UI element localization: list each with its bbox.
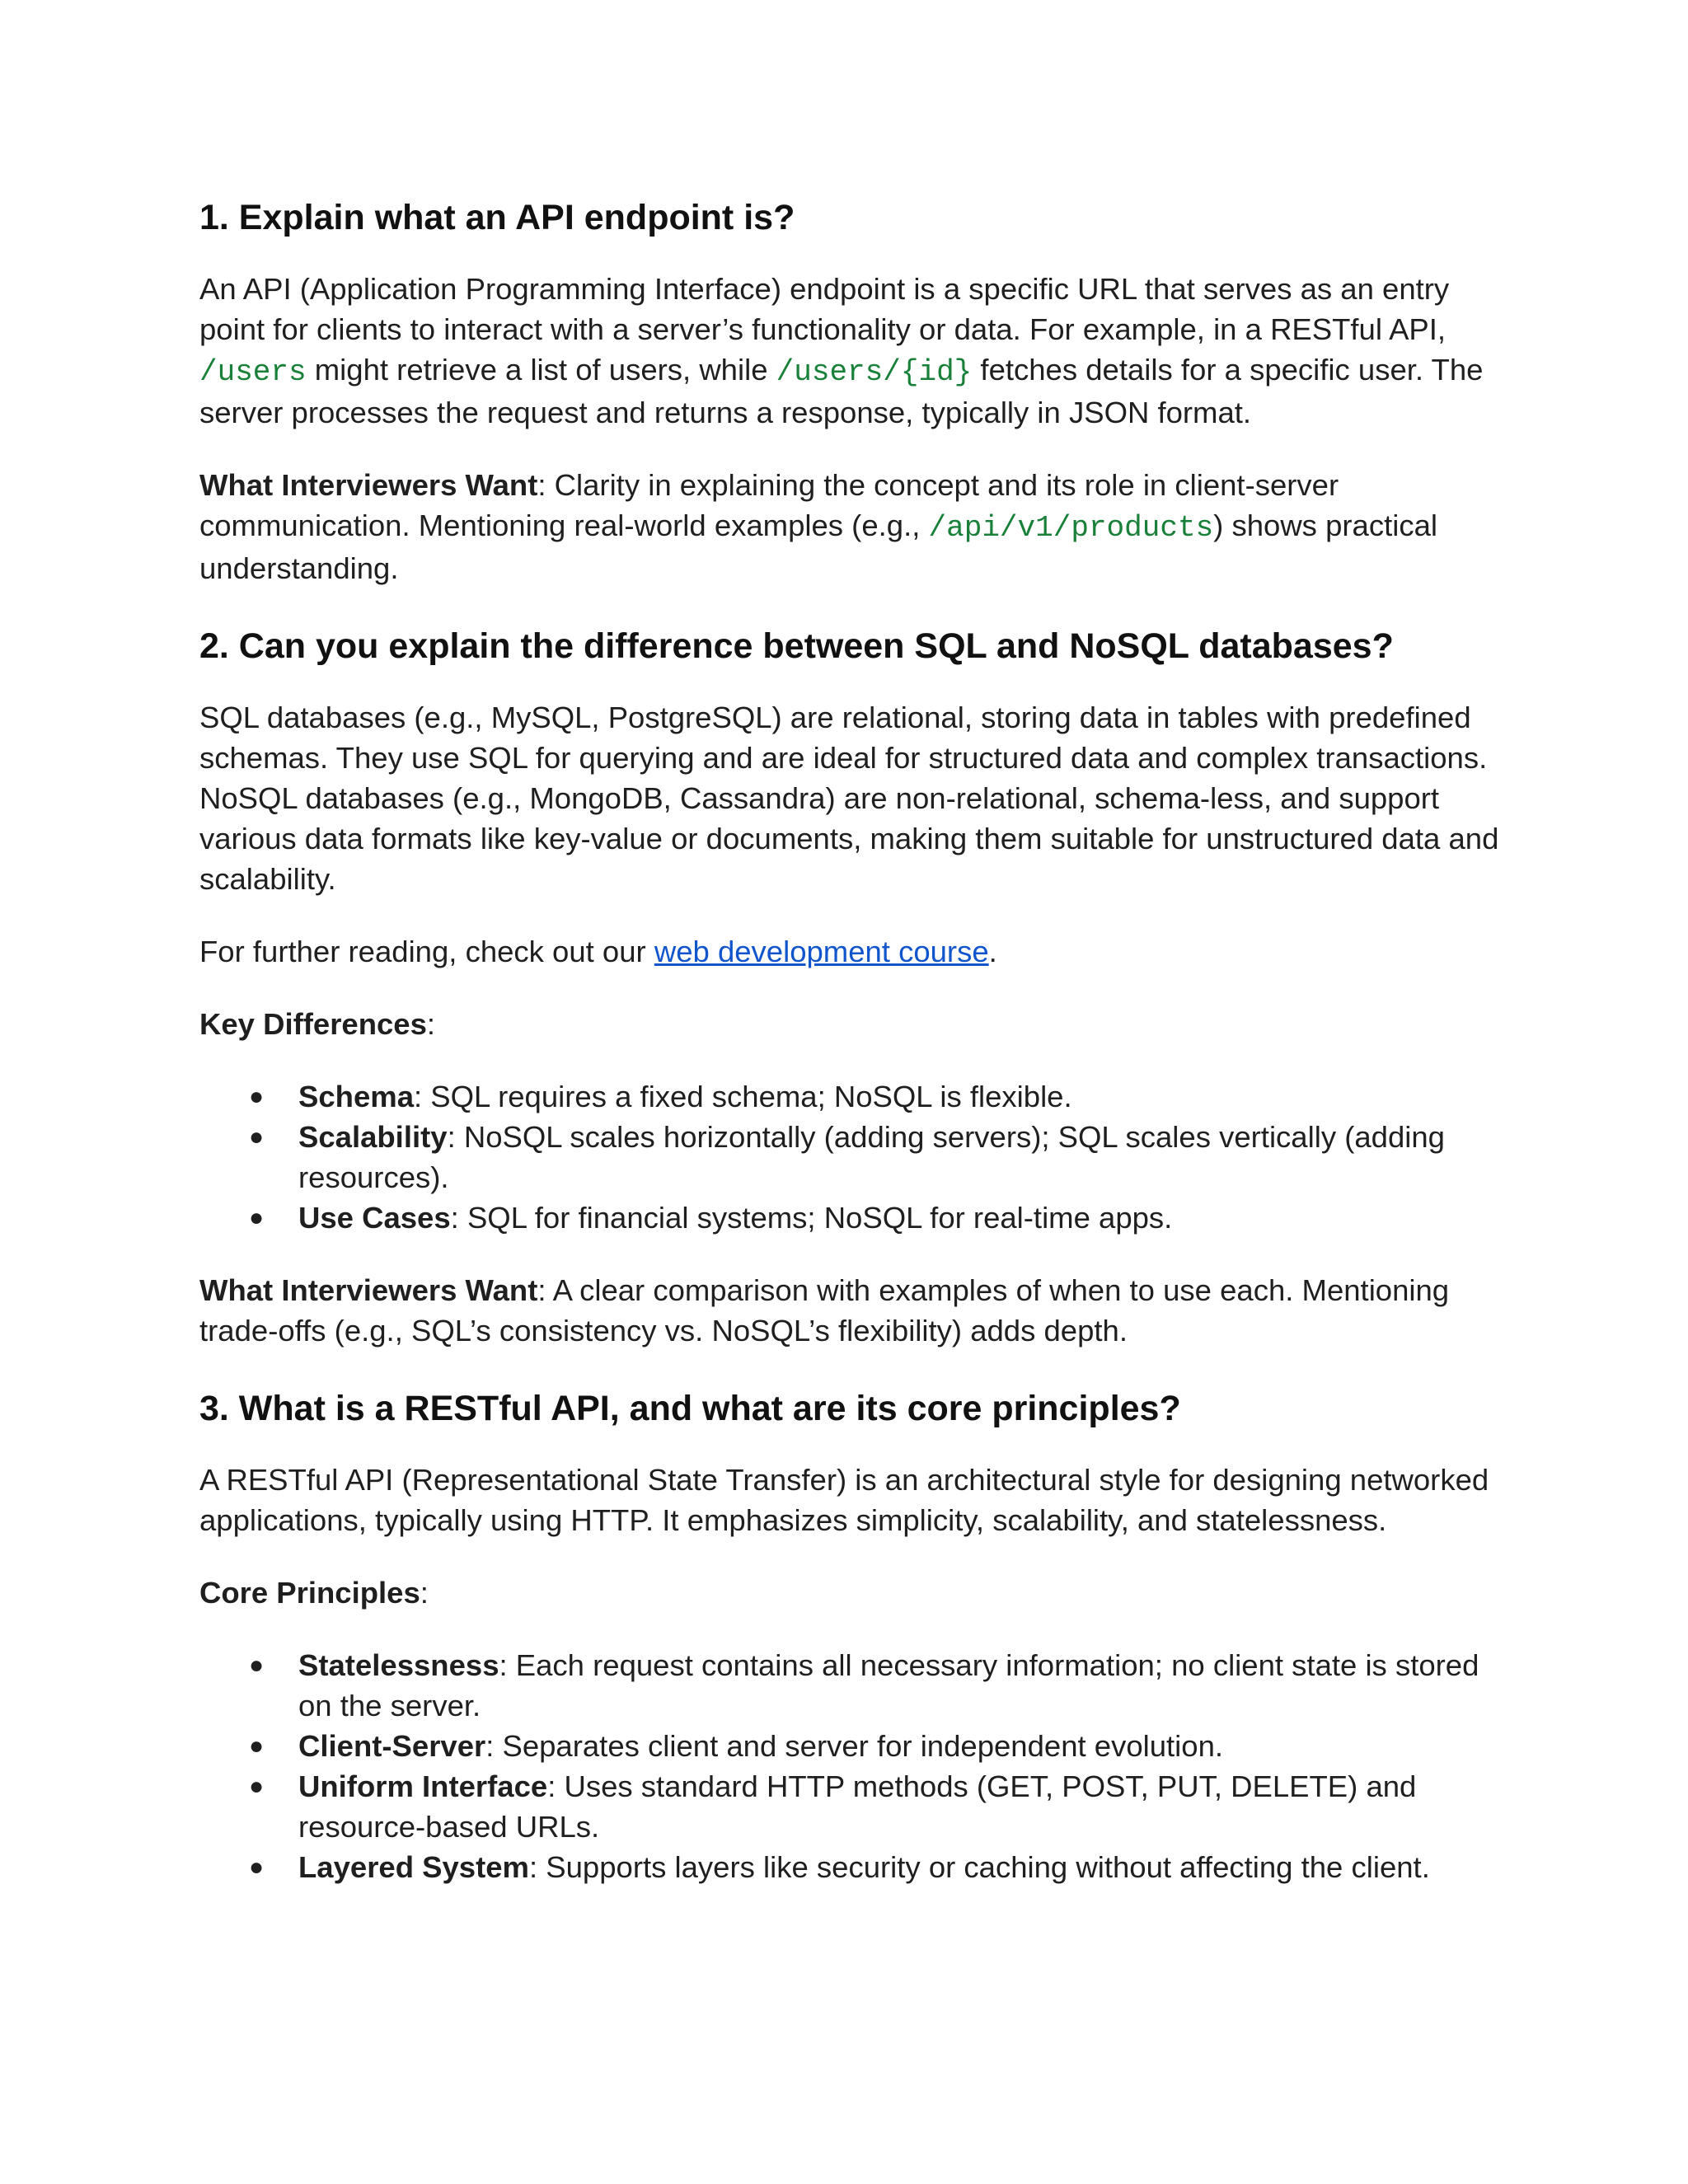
key-differences-title: Key Differences bbox=[199, 1007, 427, 1041]
q3-heading: 3. What is a RESTful API, and what are its core principles? bbox=[199, 1389, 1181, 1428]
code-products: /api/v1/products bbox=[928, 511, 1214, 545]
reading-text: For further reading, check out our bbox=[199, 935, 654, 968]
key-colon: : bbox=[426, 1007, 436, 1041]
document-page bbox=[199, 196, 1502, 1887]
bullet-text: : Supports layers like security or caching without affecting the client. bbox=[529, 1850, 1430, 1884]
bullet-text: : Each request contains all necessary information; no client state is stored on the server. bbox=[298, 1648, 1479, 1722]
list-item bbox=[199, 1645, 1502, 1726]
bullet-icon: ● bbox=[249, 1854, 265, 1881]
bullet-icon: ● bbox=[249, 1204, 265, 1231]
q3-paragraph: A RESTful API (Representational State Transfer) is an architectural style for designing networked applications, typically using HTTP. It emphasizes simplicity, scalability, and statelessness. bbox=[199, 1463, 1489, 1537]
code-users: /users bbox=[199, 355, 307, 389]
key-differences-list bbox=[199, 1076, 1502, 1238]
want-label: What Interviewers Want bbox=[199, 468, 538, 502]
bullet-text: : Uses standard HTTP methods (GET, POST, PUT, DELETE) and resource-based URLs. bbox=[298, 1769, 1417, 1844]
list-item bbox=[199, 1197, 1502, 1238]
bullet-term: Statelessness bbox=[298, 1648, 499, 1682]
reading-period: . bbox=[988, 935, 997, 968]
want-label: What Interviewers Want bbox=[199, 1273, 538, 1307]
web-development-course-link[interactable]: web development course bbox=[654, 935, 989, 968]
q2-heading: 2. Can you explain the difference between SQL and NoSQL databases? bbox=[199, 626, 1394, 666]
bullet-text: : SQL for financial systems; NoSQL for real-time apps. bbox=[450, 1201, 1173, 1235]
q1-interviewers-want bbox=[199, 465, 1502, 588]
list-item bbox=[199, 1766, 1502, 1847]
bullet-icon: ● bbox=[249, 1773, 265, 1800]
want-text-b: ) shows practical understanding. bbox=[199, 509, 1437, 585]
q2-interviewers-want bbox=[199, 1270, 1502, 1351]
key-differences-label bbox=[199, 1004, 1502, 1044]
q1-paragraph bbox=[199, 269, 1502, 433]
core-principles-list bbox=[199, 1645, 1502, 1887]
bullet-term: Scalability bbox=[298, 1120, 448, 1154]
bullet-text: : SQL requires a fixed schema; NoSQL is flexible. bbox=[414, 1080, 1072, 1113]
code-users-id: /users/{id} bbox=[776, 355, 973, 389]
list-item bbox=[199, 1076, 1502, 1117]
bullet-term: Uniform Interface bbox=[298, 1769, 548, 1803]
bullet-term: Layered System bbox=[298, 1850, 529, 1884]
bullet-text: : NoSQL scales horizontally (adding servers); SQL scales vertically (adding resources). bbox=[298, 1120, 1445, 1194]
q1-heading: 1. Explain what an API endpoint is? bbox=[199, 198, 795, 237]
want-text: : A clear comparison with examples of when to use each. Mentioning trade-offs (e.g., SQL’s consistency vs. NoSQL’s flexibility) adds depth. bbox=[199, 1273, 1450, 1347]
bullet-term: Use Cases bbox=[298, 1201, 451, 1235]
bullet-text: : Separates client and server for independent evolution. bbox=[485, 1729, 1224, 1763]
want-text-a: : Clarity in explaining the concept and its role in client-server communication. Mentioning real-world examples (e.g., bbox=[199, 468, 1339, 542]
bullet-icon: ● bbox=[249, 1732, 265, 1760]
bullet-icon: ● bbox=[249, 1123, 265, 1151]
bullet-term: Client-Server bbox=[298, 1729, 486, 1763]
bullet-icon: ● bbox=[249, 1083, 265, 1110]
q1-text-a: An API (Application Programming Interface) endpoint is a specific URL that serves as an entry point for clients to interact with a server’s functionality or data. For example, in a RESTful API, bbox=[199, 272, 1450, 346]
q2-paragraph: SQL databases (e.g., MySQL, PostgreSQL) are relational, storing data in tables with predefined schemas. They use SQL for querying and are ideal for structured data and complex transactions. NoSQL databases (e.g., MongoDB, Cassandra) are non-relational, schema-less, and support various data formats like key-value or documents, making them suitable for unstructured data and scalability. bbox=[199, 701, 1499, 896]
bullet-icon: ● bbox=[249, 1652, 265, 1679]
list-item bbox=[199, 1117, 1502, 1197]
core-principles-title: Core Principles bbox=[199, 1576, 420, 1610]
bullet-term: Schema bbox=[298, 1080, 414, 1113]
core-colon: : bbox=[420, 1576, 429, 1610]
core-principles-label bbox=[199, 1572, 1502, 1613]
q1-text-b: might retrieve a list of users, while bbox=[306, 353, 776, 387]
list-item bbox=[199, 1847, 1502, 1887]
q1-text-c: fetches details for a specific user. The server processes the request and returns a response, typically in JSON format. bbox=[199, 353, 1484, 429]
q2-further-reading bbox=[199, 931, 1502, 972]
list-item bbox=[199, 1726, 1502, 1766]
